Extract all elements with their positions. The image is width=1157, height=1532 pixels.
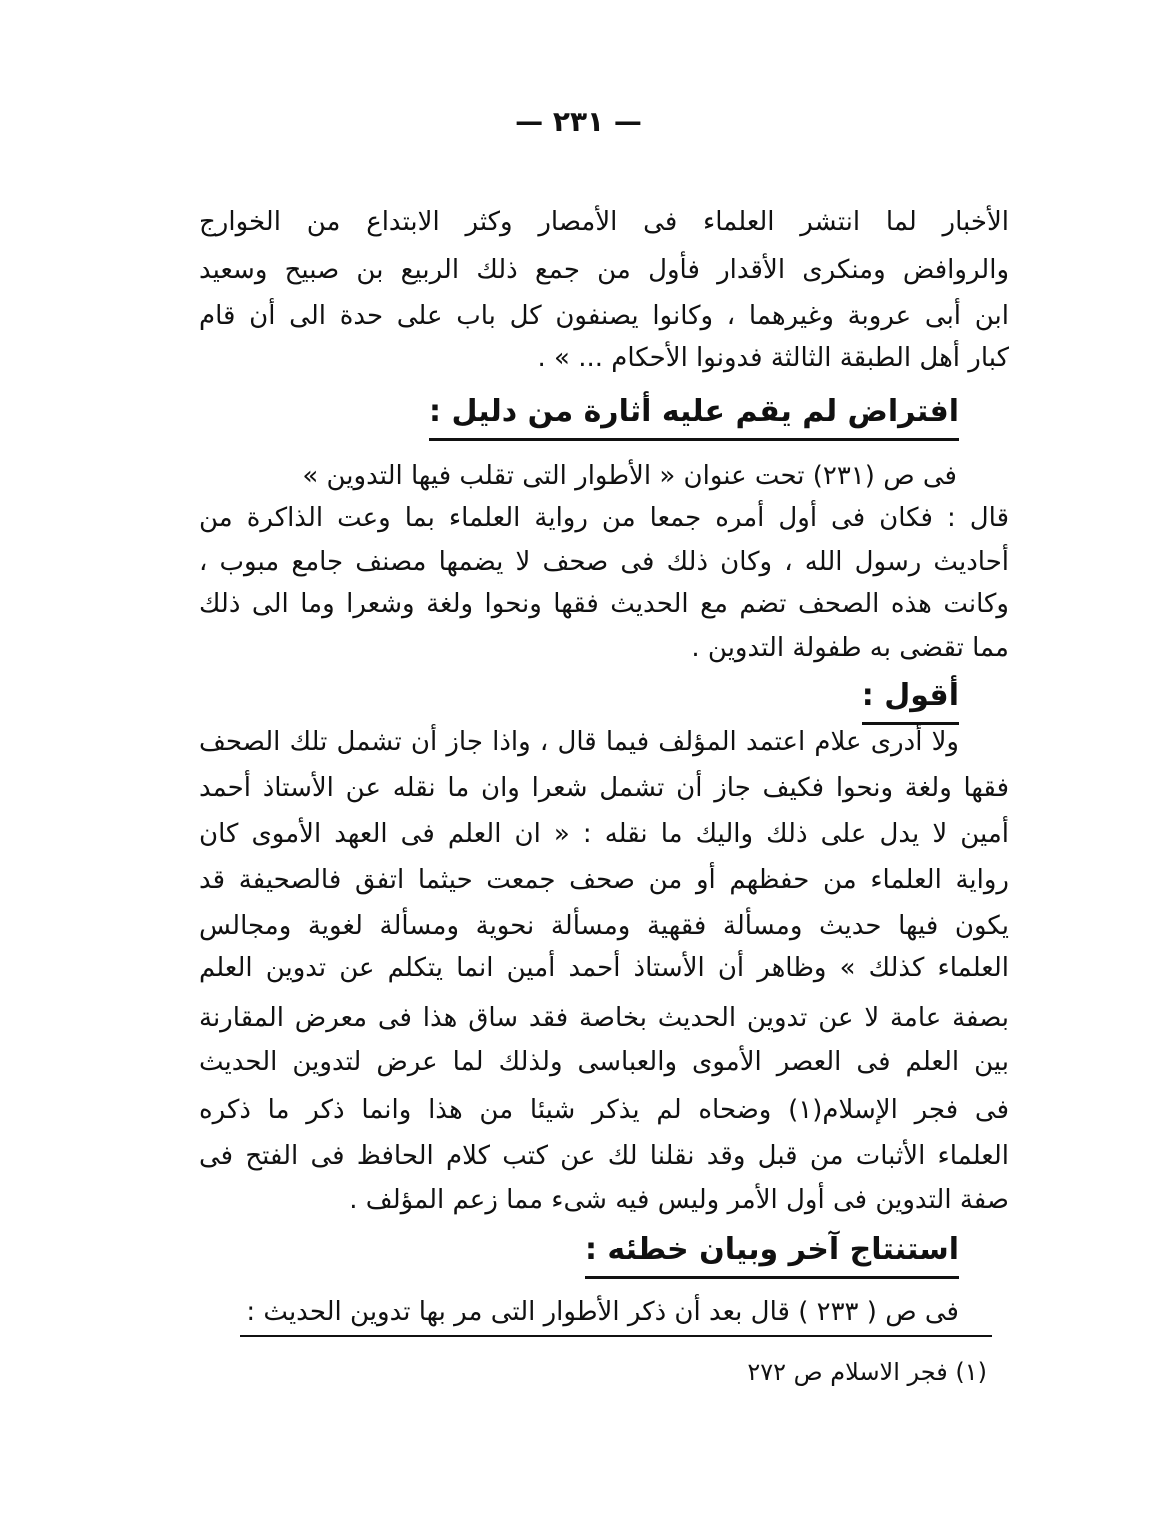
- text-line: ولا أدرى علام اعتمد المؤلف فيما قال ، واذا جاز أن تشمل تلك الصحف: [199, 727, 959, 757]
- text-line: العلماء الأثبات من قبل وقد نقلنا لك عن كتب كلام الحافظ فى الفتح فى: [199, 1141, 1009, 1171]
- section-heading: استنتاج آخر وبيان خطئه :: [585, 1226, 959, 1279]
- text-line: ابن أبى عروبة وغيرهما ، وكانوا يصنفون كل باب على حدة الى أن قام: [199, 301, 1009, 331]
- text-line: الأخبار لما انتشر العلماء فى الأمصار وكثر الابتداع من الخوارج: [199, 207, 1009, 237]
- page-number: — ٢٣١ —: [515, 105, 642, 138]
- text-line: رواية العلماء من حفظهم أو من صحف جمعت حيثما اتفق فالصحيفة قد: [199, 865, 1009, 895]
- text-line: صفة التدوين فى أول الأمر وليس فيه شىء مما زعم المؤلف .: [349, 1185, 1009, 1215]
- text-line: قال : فكان فى أول أمره جمعا من رواية العلماء بما وعت الذاكرة من: [199, 503, 1009, 533]
- text-line: مما تقضى به طفولة التدوين .: [691, 633, 1009, 663]
- text-line: أمين لا يدل على ذلك واليك ما نقله : « ان العلم فى العهد الأموى كان: [199, 819, 1009, 849]
- section-heading: افتراض لم يقم عليه أثارة من دليل :: [429, 388, 959, 441]
- text-line: فى فجر الإسلام(١) وضحاه لم يذكر شيئا من هذا وانما ذكر ما ذكره: [199, 1095, 1009, 1125]
- text-line: العلماء كذلك » وظاهر أن الأستاذ أحمد أمين انما يتكلم عن تدوين العلم: [199, 953, 1009, 983]
- text-line: بين العلم فى العصر الأموى والعباسى ولذلك لما عرض لتدوين الحديث: [199, 1047, 1009, 1077]
- text-line: والروافض ومنكرى الأقدار فأول من جمع ذلك الربيع بن صبيح وسعيد: [199, 255, 1009, 285]
- text-line: فى ص (٢٣١) تحت عنوان « الأطوار التى تقلب فيها التدوين »: [302, 461, 957, 491]
- text-line: أحاديث رسول الله ، وكان ذلك فى صحف لا يضمها مصنف جامع مبوب ،: [199, 547, 1009, 577]
- text-line: فقها ولغة ونحوا فكيف جاز أن تشمل شعرا وان ما نقله عن الأستاذ أحمد: [199, 773, 1009, 803]
- text-line: بصفة عامة لا عن تدوين الحديث بخاصة فقد ساق هذا فى معرض المقارنة: [199, 1003, 1009, 1033]
- text-line: وكانت هذه الصحف تضم مع الحديث فقها ونحوا ولغة وشعرا وما الى ذلك: [199, 589, 1009, 619]
- footnote: (١) فجر الاسلام ص ٢٧٢: [747, 1358, 987, 1386]
- footnote-divider: [240, 1335, 992, 1337]
- text-line: كبار أهل الطبقة الثالثة فدونوا الأحكام ... » .: [537, 343, 1009, 373]
- text-line: فى ص ( ٢٣٣ ) قال بعد أن ذكر الأطوار التى مر بها تدوين الحديث :: [246, 1297, 959, 1327]
- section-heading: أقول :: [862, 672, 959, 725]
- text-line: يكون فيها حديث ومسألة فقهية ومسألة نحوية ومسألة لغوية ومجالس: [199, 911, 1009, 941]
